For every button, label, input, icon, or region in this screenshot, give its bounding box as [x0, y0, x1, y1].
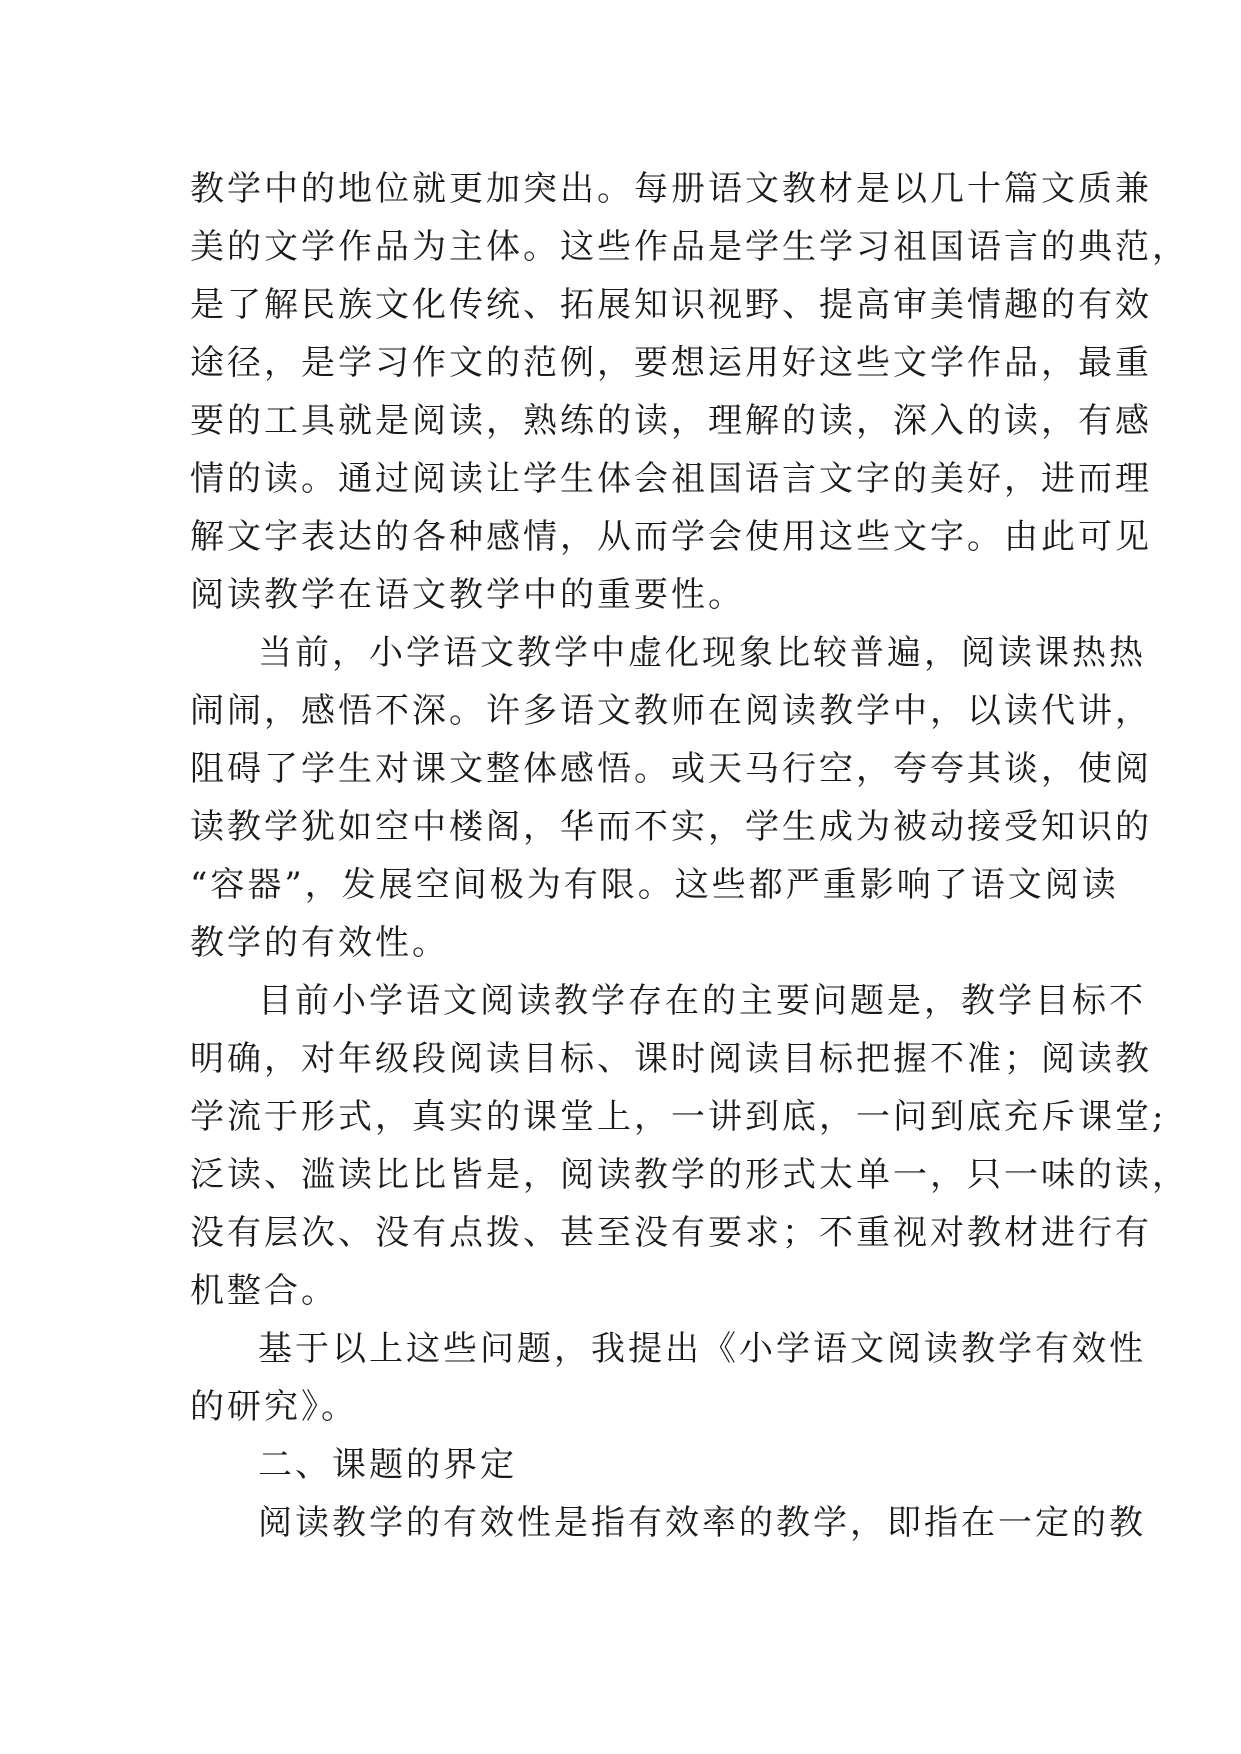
text-line: 学流于形式，真实的课堂上，一讲到底，一问到底充斥课堂; [190, 1097, 1167, 1137]
text-line: 阅读教学在语文教学中的重要性。 [190, 575, 745, 615]
text-line: 美的文学作品为主体。这些作品是学生学习祖国语言的典范， [190, 227, 1189, 267]
text-line: 阻碍了学生对课文整体感悟。或天马行空，夸夸其谈，使阅 [190, 749, 1152, 789]
text-line: 是了解民族文化传统、拓展知识视野、提高审美情趣的有效 [190, 285, 1152, 325]
text-line: 途径，是学习作文的范例，要想运用好这些文学作品，最重 [190, 343, 1152, 383]
text-line: 阅读教学的有效性是指有效率的教学，即指在一定的教 [258, 1503, 1146, 1543]
text-line: 没有层次、没有点拨、甚至没有要求；不重视对教材进行有 [190, 1213, 1152, 1253]
text-line: 读教学犹如空中楼阁，华而不实，学生成为被动接受知识的 [190, 807, 1152, 847]
section-heading: 二、课题的界定 [258, 1445, 517, 1485]
text-line: 基于以上这些问题，我提出《小学语文阅读教学有效性 [258, 1329, 1146, 1369]
body-text [190, 160, 1189, 1552]
text-line: 当前，小学语文教学中虚化现象比较普遍，阅读课热热 [258, 633, 1146, 673]
text-line: 明确，对年级段阅读目标、课时阅读目标把握不准；阅读教 [190, 1039, 1152, 1079]
text-line: 机整合。 [190, 1271, 338, 1311]
text-line: 教学的有效性。 [190, 923, 449, 963]
text-line: 的研究》。 [190, 1387, 358, 1427]
text-line: “容器”，发展空间极为有限。这些都严重影响了语文阅读 [190, 865, 1119, 905]
text-line: 解文字表达的各种感情，从而学会使用这些文字。由此可见 [190, 517, 1152, 557]
text-line: 要的工具就是阅读，熟练的读，理解的读，深入的读，有感 [190, 401, 1152, 441]
text-line: 教学中的地位就更加突出。每册语文教材是以几十篇文质兼 [190, 169, 1152, 209]
text-line: 闹闹，感悟不深。许多语文教师在阅读教学中，以读代讲， [190, 691, 1152, 731]
text-line: 目前小学语文阅读教学存在的主要问题是，教学目标不 [258, 981, 1146, 1021]
text-line: 泛读、滥读比比皆是，阅读教学的形式太单一，只一味的读， [190, 1155, 1189, 1195]
text-line: 情的读。通过阅读让学生体会祖国语言文字的美好，进而理 [190, 459, 1152, 499]
